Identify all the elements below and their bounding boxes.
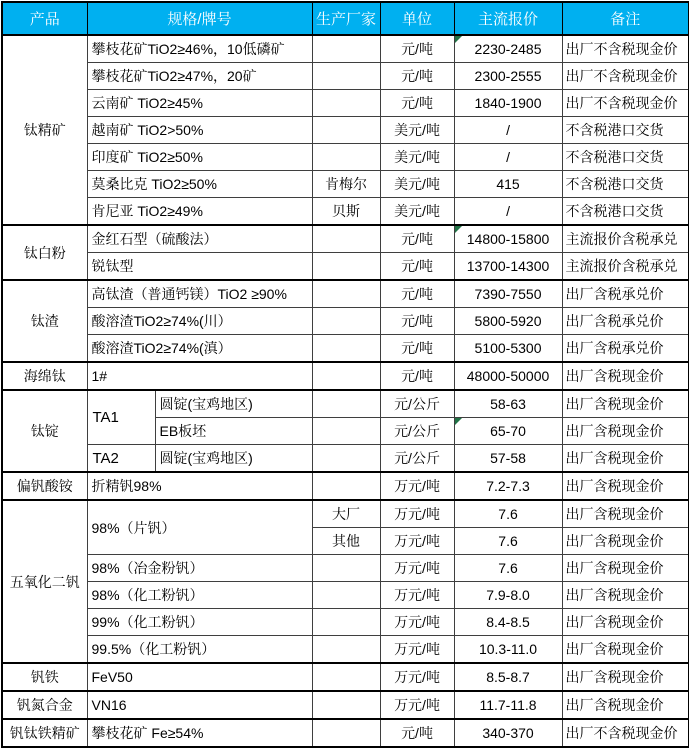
product-cell: 钛锭 bbox=[2, 390, 87, 472]
spec-cell: FeV50 bbox=[87, 663, 312, 691]
table-row bbox=[2, 335, 689, 363]
maker-cell bbox=[312, 390, 380, 418]
note-cell: 出厂含税承兑价 bbox=[562, 280, 689, 308]
unit-cell: 美元/吨 bbox=[380, 144, 454, 171]
note-cell: 不含税港口交货 bbox=[562, 171, 689, 198]
unit-cell: 元/吨 bbox=[380, 225, 454, 253]
note-cell: 出厂含税现金价 bbox=[562, 528, 689, 555]
price-cell: 57-58 bbox=[454, 445, 562, 473]
table-row bbox=[2, 144, 689, 171]
note-cell: 出厂含税现金价 bbox=[562, 500, 689, 528]
product-cell: 偏钒酸铵 bbox=[2, 472, 87, 500]
header-row bbox=[2, 2, 689, 35]
unit-cell: 万元/吨 bbox=[380, 636, 454, 664]
grade-cell: TA1 bbox=[87, 390, 155, 445]
table-row bbox=[2, 445, 689, 473]
maker-cell bbox=[312, 418, 380, 445]
unit-cell: 美元/吨 bbox=[380, 198, 454, 226]
table-row bbox=[2, 308, 689, 335]
price-cell bbox=[454, 418, 562, 445]
unit-cell: 美元/吨 bbox=[380, 117, 454, 144]
spec-cell: 折精钒98% bbox=[87, 472, 312, 500]
note-cell: 出厂含税承兑价 bbox=[562, 308, 689, 335]
spec-cell: 酸溶渣TiO2≥74%(川） bbox=[87, 308, 312, 335]
price-cell: 7.9-8.0 bbox=[454, 582, 562, 609]
table-row bbox=[2, 500, 689, 528]
unit-cell: 美元/吨 bbox=[380, 171, 454, 198]
header-price: 主流报价 bbox=[454, 2, 562, 35]
note-cell: 出厂含税现金价 bbox=[562, 390, 689, 418]
price-cell: 340-370 bbox=[454, 719, 562, 747]
maker-cell bbox=[312, 225, 380, 253]
grade-cell: TA2 bbox=[87, 445, 155, 473]
note-cell: 出厂含税现金价 bbox=[562, 691, 689, 719]
spec-cell: 肯尼亚 TiO2≥49% bbox=[87, 198, 312, 226]
maker-cell bbox=[312, 445, 380, 473]
price-cell bbox=[454, 225, 562, 253]
unit-cell: 元/吨 bbox=[380, 308, 454, 335]
error-indicator-icon bbox=[455, 418, 462, 425]
unit-cell: 元/公斤 bbox=[380, 445, 454, 473]
price-cell: 7.6 bbox=[454, 500, 562, 528]
maker-cell: 其他 bbox=[312, 528, 380, 555]
price-cell: 2300-2555 bbox=[454, 63, 562, 90]
table-row bbox=[2, 390, 689, 418]
unit-cell: 元/吨 bbox=[380, 253, 454, 281]
unit-cell: 元/公斤 bbox=[380, 390, 454, 418]
table-row bbox=[2, 663, 689, 691]
table-row bbox=[2, 117, 689, 144]
price-cell: 8.5-8.7 bbox=[454, 663, 562, 691]
price-cell bbox=[454, 35, 562, 63]
price-cell: 13700-14300 bbox=[454, 253, 562, 281]
price-cell: / bbox=[454, 117, 562, 144]
price-cell: 7.2-7.3 bbox=[454, 472, 562, 500]
product-cell: 海绵钛 bbox=[2, 362, 87, 390]
product-cell: 五氧化二钒 bbox=[2, 500, 87, 663]
spec-cell: 锐钛型 bbox=[87, 253, 312, 281]
table-row bbox=[2, 472, 689, 500]
table-row bbox=[2, 280, 689, 308]
unit-cell: 元/吨 bbox=[380, 280, 454, 308]
maker-cell bbox=[312, 719, 380, 747]
spec-cell: 攀枝花矿TiO2≥46%，10低磷矿 bbox=[87, 35, 312, 63]
table-row bbox=[2, 90, 689, 117]
table-row bbox=[2, 636, 689, 664]
note-cell: 出厂含税现金价 bbox=[562, 362, 689, 390]
table-row bbox=[2, 609, 689, 636]
price-table bbox=[1, 1, 689, 748]
maker-cell bbox=[312, 335, 380, 363]
unit-cell: 万元/吨 bbox=[380, 609, 454, 636]
note-cell: 主流报价含税承兑 bbox=[562, 253, 689, 281]
maker-cell bbox=[312, 253, 380, 281]
price-cell: 11.7-11.8 bbox=[454, 691, 562, 719]
maker-cell bbox=[312, 63, 380, 90]
spec-cell: 酸溶渣TiO2≥74%(滇） bbox=[87, 335, 312, 363]
header-product: 产品 bbox=[2, 2, 87, 35]
spec-cell: 98%（冶金粉钒） bbox=[87, 555, 312, 582]
price-cell: / bbox=[454, 198, 562, 226]
maker-cell bbox=[312, 362, 380, 390]
note-cell: 不含税港口交货 bbox=[562, 198, 689, 226]
note-cell: 不含税港口交货 bbox=[562, 144, 689, 171]
unit-cell: 元/吨 bbox=[380, 719, 454, 747]
price-cell: 7390-7550 bbox=[454, 280, 562, 308]
unit-cell: 元/吨 bbox=[380, 362, 454, 390]
price-value: 2230-2485 bbox=[474, 41, 542, 57]
maker-cell: 肯梅尔 bbox=[312, 171, 380, 198]
maker-cell bbox=[312, 472, 380, 500]
header-unit: 单位 bbox=[380, 2, 454, 35]
maker-cell bbox=[312, 280, 380, 308]
note-cell: 出厂含税现金价 bbox=[562, 582, 689, 609]
note-cell: 出厂含税现金价 bbox=[562, 418, 689, 445]
unit-cell: 万元/吨 bbox=[380, 663, 454, 691]
price-cell: 415 bbox=[454, 171, 562, 198]
note-cell: 不含税港口交货 bbox=[562, 117, 689, 144]
maker-cell bbox=[312, 636, 380, 664]
spec-cell: 云南矿 TiO2≥45% bbox=[87, 90, 312, 117]
spec-cell: EB板坯 bbox=[155, 418, 312, 445]
maker-cell bbox=[312, 609, 380, 636]
price-cell: 10.3-11.0 bbox=[454, 636, 562, 664]
maker-cell: 贝斯 bbox=[312, 198, 380, 226]
price-cell: 1840-1900 bbox=[454, 90, 562, 117]
table-row bbox=[2, 362, 689, 390]
maker-cell bbox=[312, 144, 380, 171]
note-cell: 出厂不含税现金价 bbox=[562, 63, 689, 90]
price-value: 65-70 bbox=[490, 423, 526, 439]
price-cell: / bbox=[454, 144, 562, 171]
maker-cell bbox=[312, 555, 380, 582]
spec-cell: 圆锭(宝鸡地区) bbox=[155, 445, 312, 473]
product-cell: 钒铁 bbox=[2, 663, 87, 691]
table-row bbox=[2, 555, 689, 582]
price-cell: 8.4-8.5 bbox=[454, 609, 562, 636]
spec-cell: 攀枝花矿 Fe≥54% bbox=[87, 719, 312, 747]
table-row bbox=[2, 582, 689, 609]
maker-cell: 大厂 bbox=[312, 500, 380, 528]
table-row bbox=[2, 35, 689, 63]
spec-cell: 越南矿 TiO2>50% bbox=[87, 117, 312, 144]
unit-cell: 万元/吨 bbox=[380, 528, 454, 555]
unit-cell: 元/吨 bbox=[380, 35, 454, 63]
maker-cell bbox=[312, 35, 380, 63]
price-cell: 7.6 bbox=[454, 555, 562, 582]
maker-cell bbox=[312, 117, 380, 144]
note-cell: 出厂含税现金价 bbox=[562, 663, 689, 691]
spec-cell: 圆锭(宝鸡地区) bbox=[155, 390, 312, 418]
maker-cell bbox=[312, 90, 380, 117]
product-cell: 钛白粉 bbox=[2, 225, 87, 280]
price-cell: 7.6 bbox=[454, 528, 562, 555]
unit-cell: 元/吨 bbox=[380, 63, 454, 90]
note-cell: 出厂不含税现金价 bbox=[562, 90, 689, 117]
note-cell: 出厂含税现金价 bbox=[562, 636, 689, 664]
unit-cell: 万元/吨 bbox=[380, 500, 454, 528]
spec-cell: 攀枝花矿TiO2≥47%，20矿 bbox=[87, 63, 312, 90]
spec-cell: 高钛渣（普通钙镁）TiO2 ≥90% bbox=[87, 280, 312, 308]
note-cell: 主流报价含税承兑 bbox=[562, 225, 689, 253]
price-value: 14800-15800 bbox=[466, 231, 550, 247]
spec-cell: 1# bbox=[87, 362, 312, 390]
spec-cell: 金红石型（硫酸法） bbox=[87, 225, 312, 253]
unit-cell: 万元/吨 bbox=[380, 582, 454, 609]
note-cell: 出厂含税现金价 bbox=[562, 609, 689, 636]
table-row bbox=[2, 63, 689, 90]
table-row bbox=[2, 253, 689, 281]
table-row bbox=[2, 691, 689, 719]
spec-cell: 99%（化工粉钒） bbox=[87, 609, 312, 636]
table-row bbox=[2, 171, 689, 198]
price-cell: 48000-50000 bbox=[454, 362, 562, 390]
price-cell: 5100-5300 bbox=[454, 335, 562, 363]
table-row bbox=[2, 198, 689, 226]
spec-cell: 莫桑比克 TiO2≥50% bbox=[87, 171, 312, 198]
maker-cell bbox=[312, 308, 380, 335]
spec-cell: 印度矿 TiO2≥50% bbox=[87, 144, 312, 171]
note-cell: 出厂含税现金价 bbox=[562, 472, 689, 500]
header-maker: 生产厂家 bbox=[312, 2, 380, 35]
note-cell: 出厂含税承兑价 bbox=[562, 335, 689, 363]
product-cell: 钛渣 bbox=[2, 280, 87, 362]
table-row bbox=[2, 225, 689, 253]
error-indicator-icon bbox=[455, 36, 462, 43]
note-cell: 出厂不含税现金价 bbox=[562, 719, 689, 747]
header-spec: 规格/牌号 bbox=[87, 2, 312, 35]
product-cell: 钒钛铁精矿 bbox=[2, 719, 87, 747]
spec-cell: 99.5%（化工粉钒） bbox=[87, 636, 312, 664]
note-cell: 出厂含税现金价 bbox=[562, 555, 689, 582]
spec-cell: VN16 bbox=[87, 691, 312, 719]
unit-cell: 元/吨 bbox=[380, 90, 454, 117]
product-cell: 钛精矿 bbox=[2, 35, 87, 225]
header-note: 备注 bbox=[562, 2, 689, 35]
spec-cell: 98%（片钒） bbox=[87, 500, 312, 555]
note-cell: 出厂含税现金价 bbox=[562, 445, 689, 473]
table-row bbox=[2, 719, 689, 747]
unit-cell: 万元/吨 bbox=[380, 691, 454, 719]
unit-cell: 万元/吨 bbox=[380, 555, 454, 582]
unit-cell: 万元/吨 bbox=[380, 472, 454, 500]
unit-cell: 元/吨 bbox=[380, 335, 454, 363]
price-cell: 58-63 bbox=[454, 390, 562, 418]
spec-cell: 98%（化工粉钒） bbox=[87, 582, 312, 609]
product-cell: 钒氮合金 bbox=[2, 691, 87, 719]
maker-cell bbox=[312, 582, 380, 609]
unit-cell: 元/公斤 bbox=[380, 418, 454, 445]
maker-cell bbox=[312, 663, 380, 691]
maker-cell bbox=[312, 691, 380, 719]
price-cell: 5800-5920 bbox=[454, 308, 562, 335]
note-cell: 出厂不含税现金价 bbox=[562, 35, 689, 63]
error-indicator-icon bbox=[455, 226, 462, 233]
